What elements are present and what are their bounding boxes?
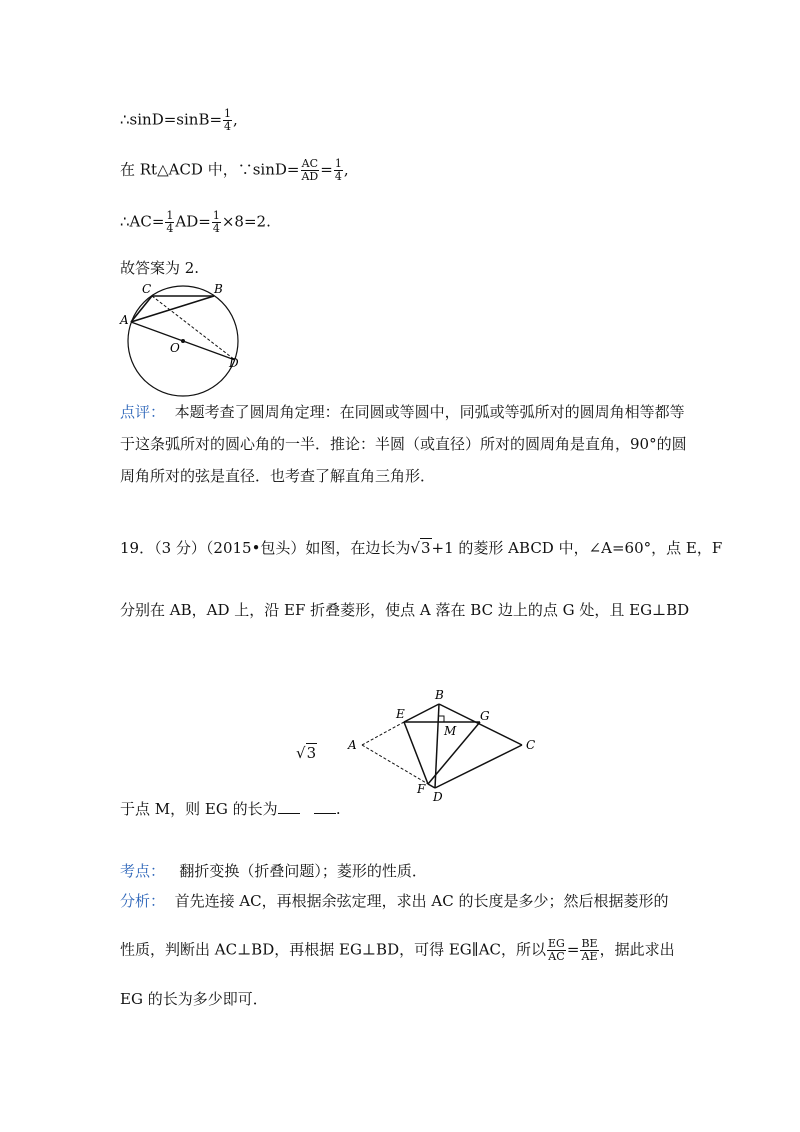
sqrt-expression: √3 (410, 539, 431, 557)
dashed-cd (152, 296, 235, 360)
center-point (181, 339, 185, 343)
kaodian-line (120, 860, 427, 881)
label-m: M (444, 724, 457, 738)
problem-19-line-2: 分别在 AB，AD 上，沿 EF 折叠菱形，使点 A 落在 BC 边上的点 G 处，且 EG⊥BD (120, 601, 690, 619)
label-b: B (214, 282, 223, 296)
fraction (547, 938, 566, 963)
text-segment: , (233, 110, 238, 129)
text-segment: 19．（3 分）（2015•包头）如图，在边长为 (120, 539, 411, 557)
solution-line-2 (120, 158, 349, 183)
comment-text: 本题考查了圆周角定理：在同圆或等圆中，同弧或等弧所对的圆周角相等都等于这条弧所对的圆心角的一半．推论：半圆（或直径）所对的圆周角是直角，90°的圆周角所对的弦是直径．也考查了解直角三角形． (120, 403, 687, 485)
text-segment: ∴AC= (120, 212, 165, 231)
label-e: E (396, 707, 405, 721)
solution-line-3 (120, 210, 271, 235)
answer-blank (314, 813, 336, 814)
text-segment: ×8=2. (221, 212, 271, 231)
label-d: D (229, 356, 239, 370)
dashed-ae (362, 722, 404, 745)
text-segment: 于点 M，则 EG 的长为 (120, 800, 278, 818)
sqrt-radicand: 3 (306, 744, 317, 762)
text-segment: , (343, 160, 349, 179)
text-segment: = (566, 940, 580, 959)
label-a: A (120, 313, 129, 327)
side-fd (428, 784, 435, 788)
label-b: B (435, 688, 444, 702)
fraction-denominator: AC (548, 950, 565, 963)
text-segment: +1 的菱形 ABCD 中，∠A=60°，点 E，F (431, 539, 723, 557)
label-f: F (417, 782, 426, 796)
sqrt-expression: √3 (296, 744, 317, 762)
kaodian-label: 考点： (120, 862, 166, 880)
fraction (334, 158, 343, 183)
comment-label: 点评： (120, 403, 166, 421)
label-o: O (170, 341, 180, 355)
fraction-numerator: 1 (334, 157, 342, 170)
fraction-denominator: 4 (212, 222, 220, 235)
text-segment: 性质，判断出 AC⊥BD，再根据 EG⊥BD，可得 EG∥AC，所以 (120, 940, 547, 959)
problem-19-line-1 (120, 537, 722, 558)
fraction-denominator: 4 (166, 222, 174, 235)
label-d: D (433, 790, 443, 804)
text-segment: = (320, 160, 333, 179)
fraction (300, 158, 319, 183)
fraction (165, 210, 174, 235)
rhombus-figure (340, 685, 570, 805)
label-a: A (348, 738, 357, 752)
side-cd (435, 745, 522, 788)
text-segment: AD= (175, 212, 211, 231)
answer-sqrt (296, 744, 317, 762)
solution-line-1 (120, 108, 238, 133)
comment-paragraph (120, 396, 690, 492)
fenxi-line-2 (120, 938, 675, 963)
fraction-denominator: 4 (224, 120, 232, 133)
fraction-denominator: AE (581, 950, 598, 963)
text-segment: 在 Rt△ACD 中，∵sinD= (120, 160, 300, 179)
sqrt-radicand: 3 (420, 539, 431, 557)
fenxi-line-3: EG 的长为多少即可． (120, 990, 268, 1008)
problem-19-line-3 (120, 798, 341, 819)
side-eb (404, 704, 439, 722)
text-segment: ∴sinD=sinB= (120, 110, 223, 129)
label-g: G (480, 709, 490, 723)
fraction (580, 938, 598, 963)
fraction-numerator: AC (301, 157, 319, 170)
dashed-af (362, 745, 428, 784)
fraction-numerator: BE (581, 937, 598, 950)
fraction-numerator: EG (548, 937, 565, 950)
fraction-numerator: 1 (212, 209, 220, 222)
answer-line: 故答案为 2. (120, 259, 200, 277)
fraction-denominator: 4 (334, 170, 342, 183)
fenxi-line-1 (120, 890, 669, 911)
fraction-numerator: 1 (166, 209, 174, 222)
chord-ab (131, 296, 214, 322)
label-c: C (142, 282, 152, 296)
fold-ef (404, 722, 428, 784)
fraction-numerator: 1 (224, 107, 232, 120)
fraction-denominator: AD (301, 170, 319, 183)
text-segment: ，据此求出 (599, 940, 675, 959)
fraction (223, 108, 232, 133)
text-segment: . (335, 800, 341, 818)
fenxi-label: 分析： (120, 892, 166, 910)
label-c: C (526, 738, 536, 752)
answer-blank (278, 813, 300, 814)
circle-figure (115, 278, 255, 398)
fraction (212, 210, 221, 235)
fenxi-text: 首先连接 AC，再根据余弦定理，求出 AC 的长度是多少；然后根据菱形的 (174, 892, 669, 910)
kaodian-text: 翻折变换（折叠问题）；菱形的性质． (179, 862, 427, 880)
